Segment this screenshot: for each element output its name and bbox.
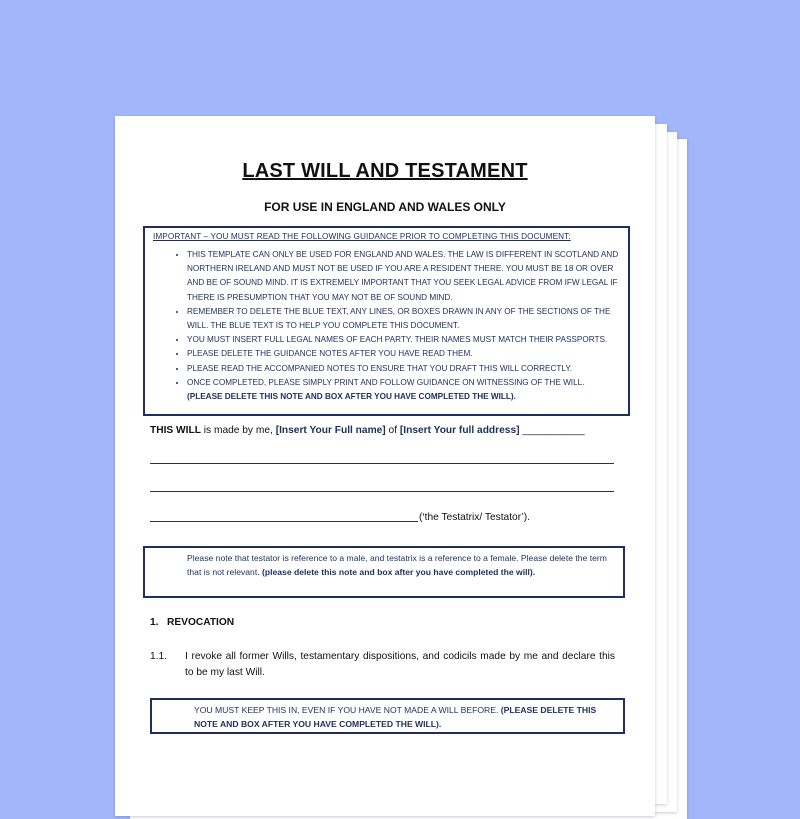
- important-heading: IMPORTANT – YOU MUST READ THE FOLLOWING GUIDANCE PRIOR TO COMPLETING THIS DOCUMENT:: [153, 232, 571, 241]
- guidance-item: • REMEMBER TO DELETE THE BLUE TEXT, ANY LINES, OR BOXES DRAWN IN ANY OF THE SECTIONS OF THE WILL. THE BLUE TEXT IS TO HELP YOU COMPLETE THIS DOCUMENT.: [187, 305, 620, 333]
- document-subtitle: FOR USE IN ENGLAND AND WALES ONLY: [264, 200, 506, 214]
- of-text: of: [385, 425, 400, 436]
- address-placeholder[interactable]: [Insert Your full address]: [399, 425, 520, 436]
- revocation-note-box: [150, 698, 625, 734]
- made-by-text: is made by me,: [200, 425, 276, 436]
- address-line-3[interactable]: [150, 521, 418, 522]
- document-page: [115, 116, 655, 816]
- name-placeholder[interactable]: [Insert Your Full name]: [275, 425, 386, 436]
- section-title: REVOCATION: [167, 617, 235, 628]
- guidance-list: [153, 248, 620, 390]
- gender-note-box: [143, 546, 625, 598]
- clause-number: 1.1.: [150, 651, 167, 662]
- will-lead: THIS WILL: [150, 425, 201, 436]
- guidance-item: • YOU MUST INSERT FULL LEGAL NAMES OF EACH PARTY. THEIR NAMES MUST MATCH THEIR PASSPORTS.: [187, 333, 620, 347]
- clause-text: I revoke all former Wills, testamentary dispositions, and codicils made by me and declare this to be my last Will.: [185, 651, 615, 678]
- trailing-underscore: ___________: [519, 425, 585, 436]
- revocation-note-text: YOU MUST KEEP THIS IN, EVEN IF YOU HAVE NOT MADE A WILL BEFORE. (PLEASE DELETE THIS NOTE AND BOX AFTER YOU HAVE COMPLETED THE WILL).: [194, 705, 597, 729]
- important-guidance-box: [143, 226, 630, 416]
- address-line-2[interactable]: [150, 491, 614, 492]
- gender-note-text: Please note that testator is reference to a male, and testatrix is a reference to a female. Please delete the term that is not relevant. (please delete this note and box after you have completed the will).: [187, 553, 607, 577]
- guidance-item: • ONCE COMPLETED, PLEASE SIMPLY PRINT AND FOLLOW GUIDANCE ON WITNESSING OF THE WILL.: [187, 376, 620, 390]
- important-closing-note: (PLEASE DELETE THIS NOTE AND BOX AFTER YOU HAVE COMPLETED THE WILL).: [187, 392, 516, 402]
- guidance-item: • PLEASE DELETE THE GUIDANCE NOTES AFTER YOU HAVE READ THEM.: [187, 347, 620, 361]
- section-number: 1.: [150, 617, 159, 628]
- guidance-item: • PLEASE READ THE ACCOMPANIED NOTES TO ENSURE THAT YOU DRAFT THIS WILL CORRECTLY.: [187, 362, 620, 376]
- section-heading-revocation: [150, 617, 234, 628]
- address-line-1[interactable]: [150, 463, 614, 464]
- document-title: LAST WILL AND TESTAMENT: [242, 160, 528, 182]
- testatrix-label: (‘the Testatrix/ Testator’).: [419, 512, 530, 523]
- clause-1-1: [150, 649, 615, 681]
- will-declaration-line: [150, 425, 630, 436]
- guidance-item: • THIS TEMPLATE CAN ONLY BE USED FOR ENGLAND AND WALES. THE LAW IS DIFFERENT IN SCOTLAND AND NORTHERN IRELAND AND MUST NOT BE USED IF YOU ARE A RESIDENT THERE. YOU MUST BE 18 OR OVER AND BE OF SOUND MIND. IT IS EXTREMELY IMPORTANT THAT YOU SEEK LEGAL ADVICE FROM IFW LEGAL IF THERE IS PRESUMPTION THAT YOU MAY NOT BE OF SOUND MIND.: [187, 248, 620, 305]
